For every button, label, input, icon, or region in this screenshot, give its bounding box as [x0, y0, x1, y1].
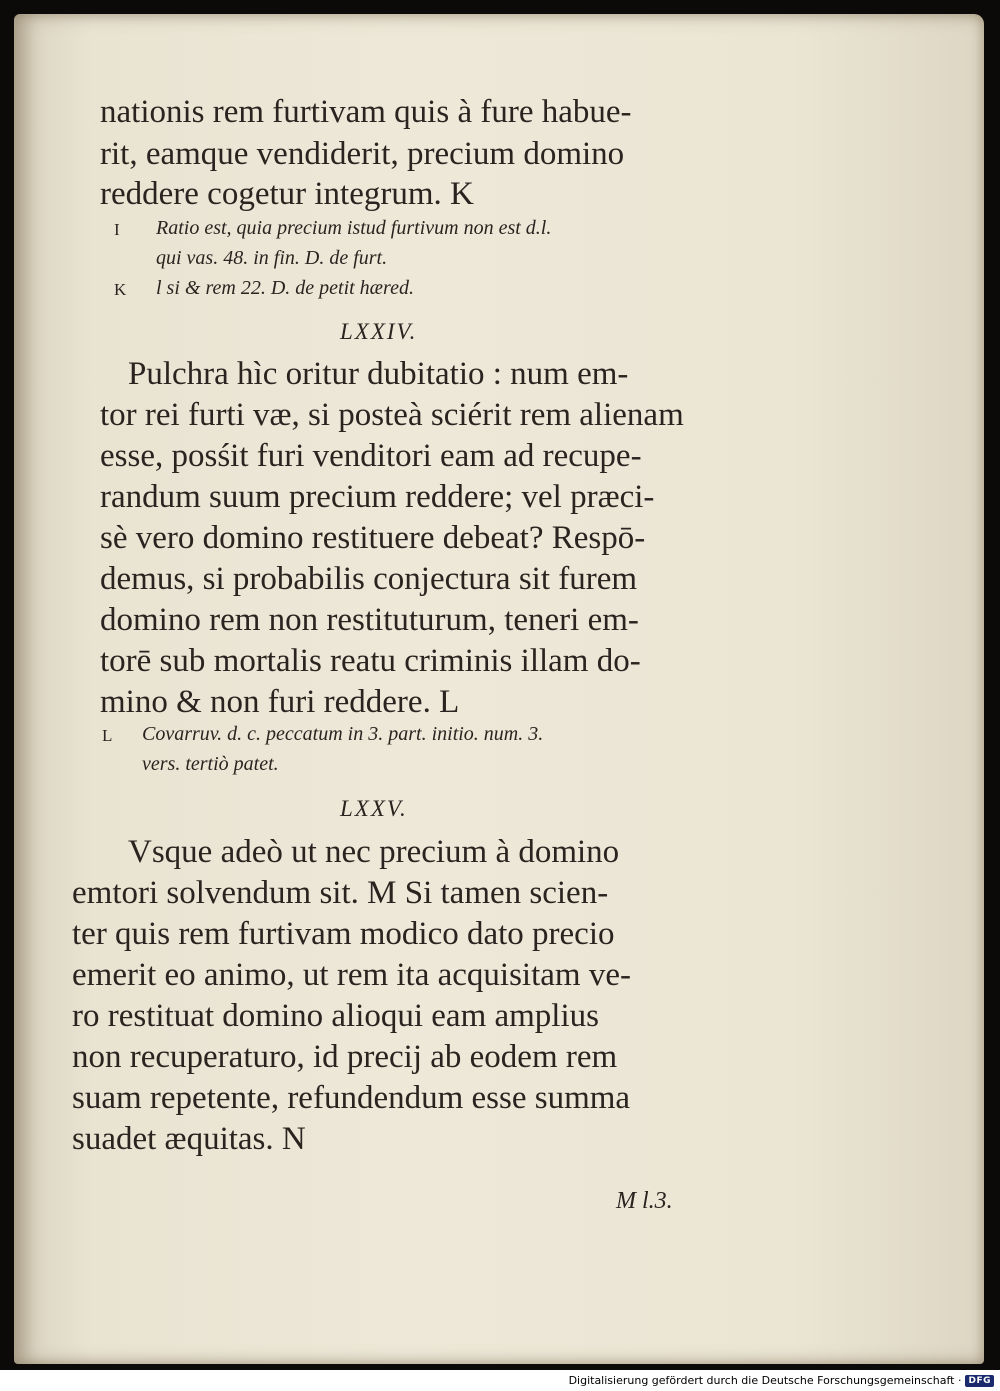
body-line: non recuperaturo, id precij ab eodem rem: [72, 1039, 618, 1075]
note-marker: L: [102, 726, 113, 745]
body-line: sè vero domino restituere debeat? Respō-: [100, 520, 646, 556]
body-line: tor rei furti væ, si posteà sciérit rem alienam: [100, 397, 684, 433]
body-line: ter quis rem furtivam modico dato precio: [72, 916, 615, 952]
body-line: suam repetente, refundendum esse summa: [72, 1080, 631, 1116]
body-line: torē sub mortalis reatu criminis illam do-: [100, 643, 641, 679]
body-line: Pulchra hìc oritur dubitatio : num em-: [128, 356, 629, 392]
dfg-logo-icon: DFG: [965, 1375, 994, 1387]
note-line: Ratio est, quia precium istud furtivum non est d.l.: [156, 217, 552, 239]
body-line: emtori solvendum sit. M Si tamen scien-: [72, 875, 609, 911]
body-line: emerit eo animo, ut rem ita acquisitam ve-: [72, 957, 631, 993]
book-page: [14, 14, 984, 1364]
body-line: esse, posśit furi venditori eam ad recupe-: [100, 438, 642, 474]
body-line: mino & non furi reddere. L: [100, 684, 460, 720]
body-line: nationis rem furtivam quis à fure habue-: [100, 94, 632, 130]
body-line: randum suum precium reddere; vel præci-: [100, 479, 655, 515]
note-line: l si & rem 22. D. de petit hæred.: [156, 277, 414, 299]
footer-bar: [0, 1370, 1000, 1391]
body-line: reddere cogetur integrum. K: [100, 176, 474, 212]
note-marker: K: [114, 280, 127, 299]
signature-mark: M l.3.: [616, 1188, 673, 1214]
note-line: Covarruv. d. c. peccatum in 3. part. initio. num. 3.: [142, 723, 544, 745]
note-line: qui vas. 48. in fin. D. de furt.: [156, 247, 388, 269]
body-line: rit, eamque vendiderit, precium domino: [100, 136, 625, 172]
body-line: Vsque adeò ut nec precium à domino: [128, 834, 620, 870]
note-line: vers. tertiò patet.: [142, 753, 279, 775]
body-line: domino rem non restituturum, teneri em-: [100, 602, 639, 638]
section-heading: LXXIV.: [340, 319, 418, 344]
footer-credit: Digitalisierung gefördert durch die Deutsche Forschungsgemeinschaft ·: [568, 1374, 962, 1387]
section-heading: LXXV.: [340, 796, 408, 821]
body-line: suadet æquitas. N: [72, 1121, 306, 1157]
body-line: ro restituat domino alioqui eam amplius: [72, 998, 599, 1034]
body-line: demus, si probabilis conjectura sit furem: [100, 561, 638, 597]
note-marker: I: [114, 220, 120, 239]
